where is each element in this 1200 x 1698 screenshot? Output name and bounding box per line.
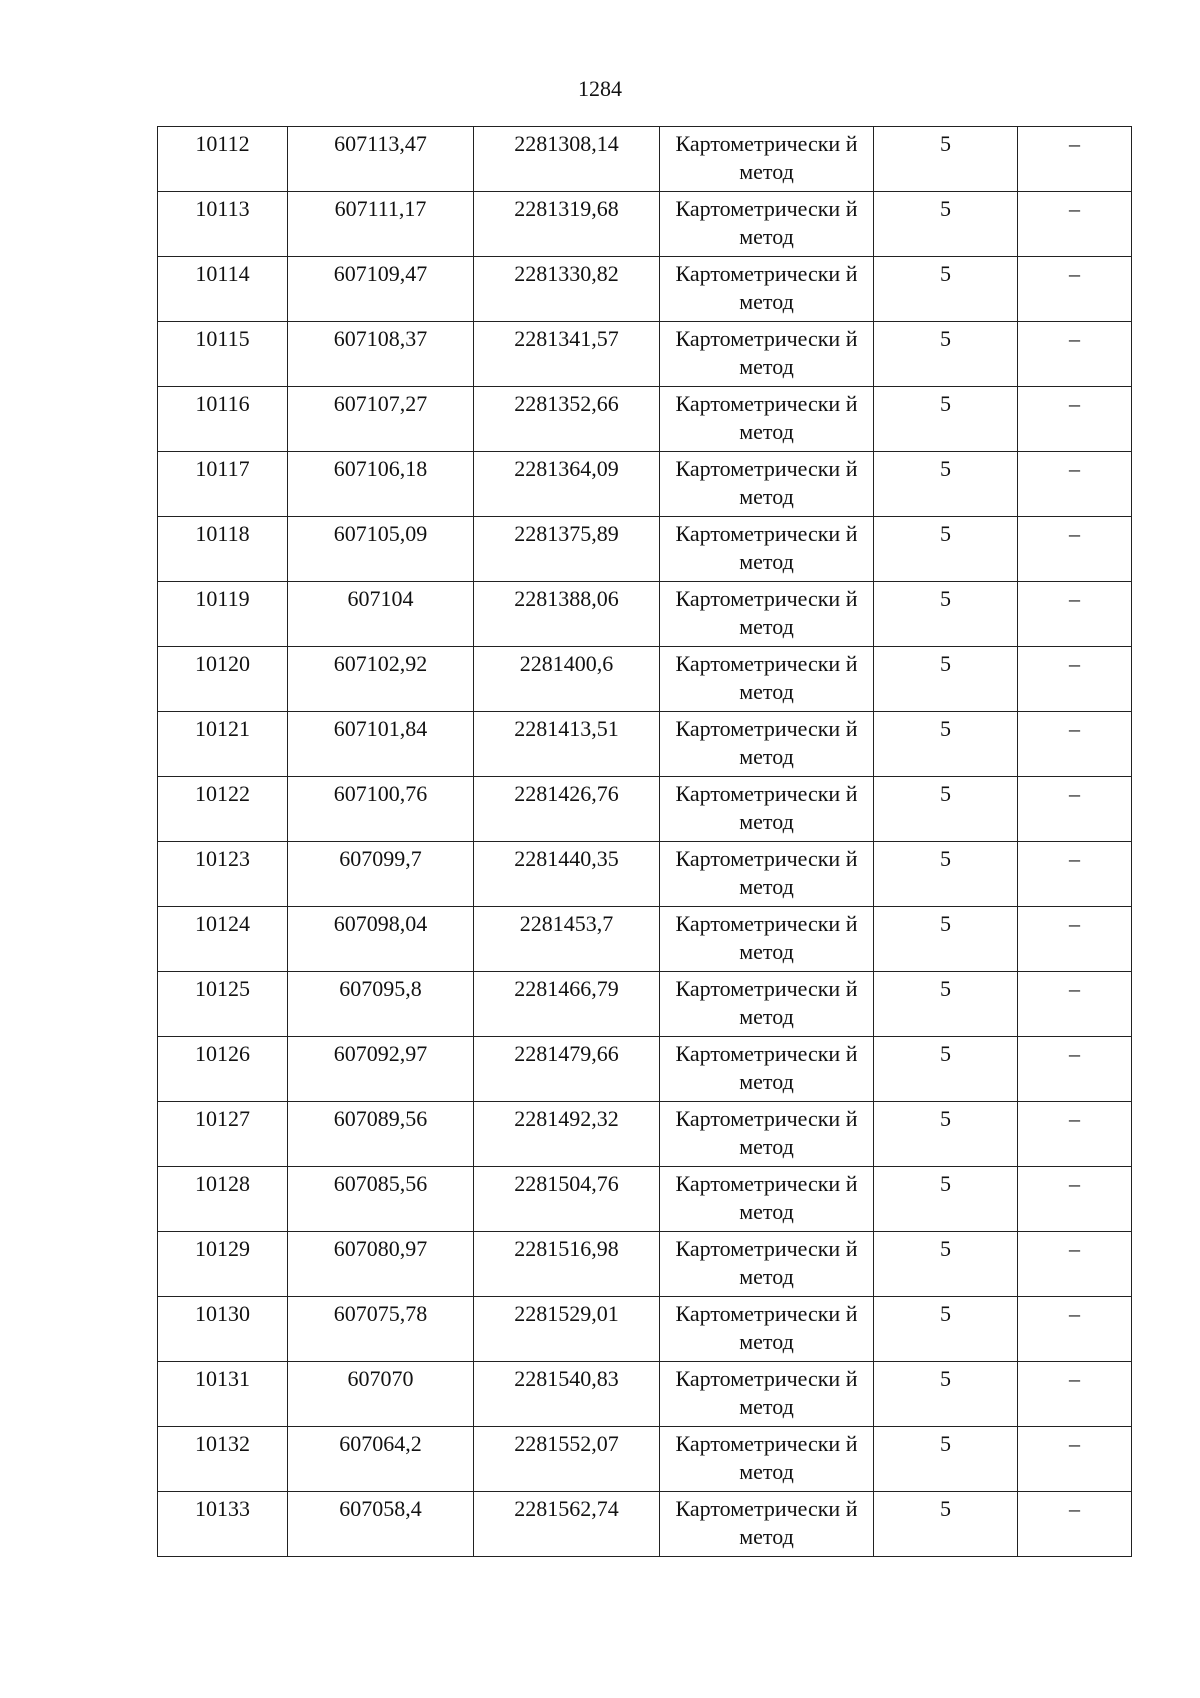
x-coordinate-cell bbox=[288, 322, 474, 387]
y-coordinate-cell bbox=[474, 842, 660, 907]
cell-text: 10129 bbox=[195, 1236, 250, 1261]
description-cell bbox=[1018, 647, 1132, 712]
table-row bbox=[158, 192, 1132, 257]
cell-text: 2281330,82 bbox=[514, 261, 619, 286]
cell-text: 5 bbox=[940, 1106, 951, 1131]
description-cell bbox=[1018, 257, 1132, 322]
point-number-cell bbox=[158, 257, 288, 322]
cell-text: 5 bbox=[940, 196, 951, 221]
table-row bbox=[158, 257, 1132, 322]
accuracy-cell bbox=[874, 712, 1018, 777]
cell-text: 607089,56 bbox=[333, 1106, 428, 1131]
cell-text: – bbox=[1069, 781, 1080, 806]
y-coordinate-cell bbox=[474, 647, 660, 712]
accuracy-cell bbox=[874, 777, 1018, 842]
description-cell bbox=[1018, 452, 1132, 517]
description-cell bbox=[1018, 517, 1132, 582]
point-number-cell bbox=[158, 712, 288, 777]
cell-text: 2281308,14 bbox=[514, 131, 619, 156]
cell-text: – bbox=[1069, 716, 1080, 741]
point-number-cell bbox=[158, 1232, 288, 1297]
cell-text: – bbox=[1069, 976, 1080, 1001]
point-number-cell bbox=[158, 517, 288, 582]
cell-text: Картометрически й метод bbox=[675, 456, 858, 509]
table-row bbox=[158, 777, 1132, 842]
cell-text: Картометрически й метод bbox=[675, 131, 858, 184]
method-cell bbox=[660, 907, 874, 972]
cell-text: 607107,27 bbox=[333, 391, 428, 416]
accuracy-cell bbox=[874, 582, 1018, 647]
cell-text: 10114 bbox=[195, 261, 250, 286]
description-cell bbox=[1018, 712, 1132, 777]
cell-text: 5 bbox=[940, 716, 951, 741]
cell-text: – bbox=[1069, 1171, 1080, 1196]
point-number-cell bbox=[158, 322, 288, 387]
point-number-cell bbox=[158, 1102, 288, 1167]
cell-text: – bbox=[1069, 911, 1080, 936]
cell-text: – bbox=[1069, 391, 1080, 416]
cell-text: – bbox=[1069, 1106, 1080, 1131]
method-cell bbox=[660, 972, 874, 1037]
method-cell bbox=[660, 1427, 874, 1492]
cell-text: 607101,84 bbox=[333, 716, 428, 741]
cell-text: Картометрически й метод bbox=[675, 976, 858, 1029]
y-coordinate-cell bbox=[474, 1492, 660, 1557]
table-row bbox=[158, 907, 1132, 972]
cell-text: 5 bbox=[940, 846, 951, 871]
cell-text: – bbox=[1069, 846, 1080, 871]
cell-text: 2281375,89 bbox=[514, 521, 619, 546]
y-coordinate-cell bbox=[474, 712, 660, 777]
accuracy-cell bbox=[874, 1102, 1018, 1167]
x-coordinate-cell bbox=[288, 1167, 474, 1232]
cell-text: 2281540,83 bbox=[514, 1366, 619, 1391]
x-coordinate-cell bbox=[288, 127, 474, 192]
table-row bbox=[158, 1362, 1132, 1427]
point-number-cell bbox=[158, 387, 288, 452]
cell-text: Картометрически й метод bbox=[675, 911, 858, 964]
table-row bbox=[158, 452, 1132, 517]
y-coordinate-cell bbox=[474, 1362, 660, 1427]
table-row bbox=[158, 127, 1132, 192]
method-cell bbox=[660, 192, 874, 257]
x-coordinate-cell bbox=[288, 582, 474, 647]
cell-text: – bbox=[1069, 586, 1080, 611]
y-coordinate-cell bbox=[474, 1427, 660, 1492]
table-row bbox=[158, 582, 1132, 647]
y-coordinate-cell bbox=[474, 387, 660, 452]
method-cell bbox=[660, 1102, 874, 1167]
x-coordinate-cell bbox=[288, 257, 474, 322]
description-cell bbox=[1018, 1427, 1132, 1492]
accuracy-cell bbox=[874, 1427, 1018, 1492]
table-body bbox=[158, 127, 1132, 1557]
cell-text: 607099,7 bbox=[339, 846, 422, 871]
cell-text: 5 bbox=[940, 911, 951, 936]
cell-text: Картометрически й метод bbox=[675, 1171, 858, 1224]
x-coordinate-cell bbox=[288, 452, 474, 517]
table-row bbox=[158, 1297, 1132, 1362]
method-cell bbox=[660, 387, 874, 452]
description-cell bbox=[1018, 1362, 1132, 1427]
method-cell bbox=[660, 127, 874, 192]
accuracy-cell bbox=[874, 452, 1018, 517]
cell-text: 607106,18 bbox=[333, 456, 428, 481]
x-coordinate-cell bbox=[288, 1037, 474, 1102]
cell-text: 2281516,98 bbox=[514, 1236, 619, 1261]
cell-text: Картометрически й метод bbox=[675, 651, 858, 704]
cell-text: 5 bbox=[940, 1431, 951, 1456]
cell-text: Картометрически й метод bbox=[675, 391, 858, 444]
cell-text: 2281426,76 bbox=[514, 781, 619, 806]
table-row bbox=[158, 647, 1132, 712]
method-cell bbox=[660, 582, 874, 647]
y-coordinate-cell bbox=[474, 777, 660, 842]
point-number-cell bbox=[158, 192, 288, 257]
y-coordinate-cell bbox=[474, 1167, 660, 1232]
cell-text: 607064,2 bbox=[339, 1431, 422, 1456]
cell-text: – bbox=[1069, 651, 1080, 676]
cell-text: 607113,47 bbox=[334, 131, 427, 156]
accuracy-cell bbox=[874, 322, 1018, 387]
x-coordinate-cell bbox=[288, 972, 474, 1037]
point-number-cell bbox=[158, 1362, 288, 1427]
x-coordinate-cell bbox=[288, 1297, 474, 1362]
cell-text: 607108,37 bbox=[333, 326, 428, 351]
x-coordinate-cell bbox=[288, 1492, 474, 1557]
table-row bbox=[158, 517, 1132, 582]
table-row bbox=[158, 322, 1132, 387]
y-coordinate-cell bbox=[474, 1297, 660, 1362]
cell-text: 5 bbox=[940, 261, 951, 286]
y-coordinate-cell bbox=[474, 322, 660, 387]
accuracy-cell bbox=[874, 192, 1018, 257]
method-cell bbox=[660, 517, 874, 582]
point-number-cell bbox=[158, 842, 288, 907]
cell-text: 10122 bbox=[195, 781, 250, 806]
method-cell bbox=[660, 1492, 874, 1557]
coordinates-table bbox=[157, 126, 1132, 1557]
accuracy-cell bbox=[874, 127, 1018, 192]
cell-text: 2281479,66 bbox=[514, 1041, 619, 1066]
cell-text: 607095,8 bbox=[339, 976, 422, 1001]
cell-text: Картометрически й метод bbox=[675, 326, 858, 379]
cell-text: 5 bbox=[940, 391, 951, 416]
x-coordinate-cell bbox=[288, 647, 474, 712]
point-number-cell bbox=[158, 907, 288, 972]
cell-text: 10120 bbox=[195, 651, 250, 676]
cell-text: 2281341,57 bbox=[514, 326, 619, 351]
y-coordinate-cell bbox=[474, 1232, 660, 1297]
accuracy-cell bbox=[874, 1037, 1018, 1102]
method-cell bbox=[660, 1037, 874, 1102]
cell-text: 10112 bbox=[195, 131, 250, 156]
description-cell bbox=[1018, 1297, 1132, 1362]
cell-text: 607104 bbox=[347, 586, 414, 611]
cell-text: Картометрически й метод bbox=[675, 1301, 858, 1354]
cell-text: 10125 bbox=[195, 976, 250, 1001]
method-cell bbox=[660, 1297, 874, 1362]
cell-text: 10133 bbox=[195, 1496, 250, 1521]
cell-text: 5 bbox=[940, 1366, 951, 1391]
point-number-cell bbox=[158, 452, 288, 517]
y-coordinate-cell bbox=[474, 907, 660, 972]
cell-text: 10126 bbox=[195, 1041, 250, 1066]
method-cell bbox=[660, 452, 874, 517]
cell-text: 5 bbox=[940, 1301, 951, 1326]
cell-text: 5 bbox=[940, 651, 951, 676]
cell-text: 2281388,06 bbox=[514, 586, 619, 611]
point-number-cell bbox=[158, 1427, 288, 1492]
description-cell bbox=[1018, 907, 1132, 972]
cell-text: 607075,78 bbox=[333, 1301, 428, 1326]
accuracy-cell bbox=[874, 517, 1018, 582]
cell-text: 607100,76 bbox=[333, 781, 428, 806]
cell-text: – bbox=[1069, 196, 1080, 221]
cell-text: 2281352,66 bbox=[514, 391, 619, 416]
cell-text: 10116 bbox=[195, 391, 250, 416]
cell-text: 5 bbox=[940, 781, 951, 806]
description-cell bbox=[1018, 582, 1132, 647]
table-row bbox=[158, 1037, 1132, 1102]
y-coordinate-cell bbox=[474, 257, 660, 322]
accuracy-cell bbox=[874, 257, 1018, 322]
cell-text: 5 bbox=[940, 131, 951, 156]
cell-text: Картометрически й метод bbox=[675, 1106, 858, 1159]
cell-text: 5 bbox=[940, 1236, 951, 1261]
accuracy-cell bbox=[874, 907, 1018, 972]
point-number-cell bbox=[158, 1037, 288, 1102]
cell-text: 2281319,68 bbox=[514, 196, 619, 221]
cell-text: 2281466,79 bbox=[514, 976, 619, 1001]
table-row bbox=[158, 1232, 1132, 1297]
y-coordinate-cell bbox=[474, 452, 660, 517]
cell-text: 10119 bbox=[195, 586, 250, 611]
cell-text: – bbox=[1069, 1366, 1080, 1391]
cell-text: 5 bbox=[940, 521, 951, 546]
table-row bbox=[158, 712, 1132, 777]
method-cell bbox=[660, 712, 874, 777]
cell-text: 10124 bbox=[195, 911, 250, 936]
cell-text: Картометрически й метод bbox=[675, 521, 858, 574]
accuracy-cell bbox=[874, 1167, 1018, 1232]
cell-text: 2281453,7 bbox=[519, 911, 614, 936]
method-cell bbox=[660, 647, 874, 712]
cell-text: – bbox=[1069, 261, 1080, 286]
x-coordinate-cell bbox=[288, 712, 474, 777]
description-cell bbox=[1018, 1492, 1132, 1557]
cell-text: Картометрически й метод bbox=[675, 716, 858, 769]
x-coordinate-cell bbox=[288, 842, 474, 907]
cell-text: – bbox=[1069, 1301, 1080, 1326]
accuracy-cell bbox=[874, 1232, 1018, 1297]
cell-text: Картометрически й метод bbox=[675, 1431, 858, 1484]
y-coordinate-cell bbox=[474, 1102, 660, 1167]
cell-text: Картометрически й метод bbox=[675, 586, 858, 639]
table-row bbox=[158, 387, 1132, 452]
description-cell bbox=[1018, 387, 1132, 452]
accuracy-cell bbox=[874, 647, 1018, 712]
cell-text: 10131 bbox=[195, 1366, 250, 1391]
method-cell bbox=[660, 842, 874, 907]
cell-text: Картометрически й метод bbox=[675, 1041, 858, 1094]
description-cell bbox=[1018, 1037, 1132, 1102]
cell-text: 10117 bbox=[195, 456, 250, 481]
description-cell bbox=[1018, 322, 1132, 387]
table-row bbox=[158, 1492, 1132, 1557]
cell-text: 2281492,32 bbox=[514, 1106, 619, 1131]
point-number-cell bbox=[158, 1297, 288, 1362]
method-cell bbox=[660, 1232, 874, 1297]
point-number-cell bbox=[158, 127, 288, 192]
table-row bbox=[158, 972, 1132, 1037]
accuracy-cell bbox=[874, 972, 1018, 1037]
x-coordinate-cell bbox=[288, 1102, 474, 1167]
accuracy-cell bbox=[874, 1362, 1018, 1427]
point-number-cell bbox=[158, 972, 288, 1037]
cell-text: 607070 bbox=[347, 1366, 414, 1391]
cell-text: 2281413,51 bbox=[514, 716, 619, 741]
cell-text: 10121 bbox=[195, 716, 250, 741]
y-coordinate-cell bbox=[474, 517, 660, 582]
method-cell bbox=[660, 322, 874, 387]
cell-text: Картометрически й метод bbox=[675, 781, 858, 834]
method-cell bbox=[660, 777, 874, 842]
table-row bbox=[158, 842, 1132, 907]
point-number-cell bbox=[158, 647, 288, 712]
cell-text: 2281400,6 bbox=[519, 651, 614, 676]
x-coordinate-cell bbox=[288, 907, 474, 972]
cell-text: Картометрически й метод bbox=[675, 1236, 858, 1289]
cell-text: – bbox=[1069, 1496, 1080, 1521]
point-number-cell bbox=[158, 1167, 288, 1232]
cell-text: 607102,92 bbox=[333, 651, 428, 676]
x-coordinate-cell bbox=[288, 1232, 474, 1297]
cell-text: Картометрически й метод bbox=[675, 846, 858, 899]
x-coordinate-cell bbox=[288, 1427, 474, 1492]
description-cell bbox=[1018, 777, 1132, 842]
cell-text: 5 bbox=[940, 326, 951, 351]
y-coordinate-cell bbox=[474, 192, 660, 257]
cell-text: Картометрически й метод bbox=[675, 261, 858, 314]
accuracy-cell bbox=[874, 842, 1018, 907]
description-cell bbox=[1018, 1167, 1132, 1232]
cell-text: 5 bbox=[940, 1496, 951, 1521]
cell-text: 607098,04 bbox=[333, 911, 428, 936]
y-coordinate-cell bbox=[474, 127, 660, 192]
cell-text: Картометрически й метод bbox=[675, 1366, 858, 1419]
table-row bbox=[158, 1427, 1132, 1492]
cell-text: 10118 bbox=[195, 521, 250, 546]
cell-text: 2281529,01 bbox=[514, 1301, 619, 1326]
x-coordinate-cell bbox=[288, 777, 474, 842]
description-cell bbox=[1018, 972, 1132, 1037]
x-coordinate-cell bbox=[288, 1362, 474, 1427]
y-coordinate-cell bbox=[474, 1037, 660, 1102]
cell-text: – bbox=[1069, 1431, 1080, 1456]
page-number: 1284 bbox=[578, 76, 622, 101]
cell-text: – bbox=[1069, 326, 1080, 351]
cell-text: 10132 bbox=[195, 1431, 250, 1456]
cell-text: 10113 bbox=[195, 196, 250, 221]
cell-text: 607058,4 bbox=[339, 1496, 422, 1521]
cell-text: – bbox=[1069, 521, 1080, 546]
cell-text: 5 bbox=[940, 456, 951, 481]
cell-text: 2281562,74 bbox=[514, 1496, 619, 1521]
cell-text: – bbox=[1069, 1041, 1080, 1066]
description-cell bbox=[1018, 1102, 1132, 1167]
cell-text: 607085,56 bbox=[333, 1171, 428, 1196]
y-coordinate-cell bbox=[474, 972, 660, 1037]
cell-text: Картометрически й метод bbox=[675, 196, 858, 249]
x-coordinate-cell bbox=[288, 517, 474, 582]
cell-text: 10115 bbox=[195, 326, 250, 351]
cell-text: 10123 bbox=[195, 846, 250, 871]
cell-text: 10127 bbox=[195, 1106, 250, 1131]
description-cell bbox=[1018, 842, 1132, 907]
x-coordinate-cell bbox=[288, 192, 474, 257]
point-number-cell bbox=[158, 1492, 288, 1557]
cell-text: 2281552,07 bbox=[514, 1431, 619, 1456]
cell-text: – bbox=[1069, 131, 1080, 156]
description-cell bbox=[1018, 127, 1132, 192]
point-number-cell bbox=[158, 777, 288, 842]
description-cell bbox=[1018, 1232, 1132, 1297]
cell-text: 5 bbox=[940, 976, 951, 1001]
cell-text: – bbox=[1069, 1236, 1080, 1261]
cell-text: 10130 bbox=[195, 1301, 250, 1326]
cell-text: 607111,17 bbox=[334, 196, 427, 221]
point-number-cell bbox=[158, 582, 288, 647]
table-row bbox=[158, 1102, 1132, 1167]
cell-text: 2281440,35 bbox=[514, 846, 619, 871]
description-cell bbox=[1018, 192, 1132, 257]
cell-text: 2281364,09 bbox=[514, 456, 619, 481]
method-cell bbox=[660, 1167, 874, 1232]
cell-text: 5 bbox=[940, 1041, 951, 1066]
cell-text: Картометрически й метод bbox=[675, 1496, 858, 1549]
cell-text: – bbox=[1069, 456, 1080, 481]
cell-text: 607080,97 bbox=[333, 1236, 428, 1261]
cell-text: 5 bbox=[940, 586, 951, 611]
cell-text: 607092,97 bbox=[333, 1041, 428, 1066]
accuracy-cell bbox=[874, 1492, 1018, 1557]
y-coordinate-cell bbox=[474, 582, 660, 647]
cell-text: 2281504,76 bbox=[514, 1171, 619, 1196]
table-row bbox=[158, 1167, 1132, 1232]
cell-text: 5 bbox=[940, 1171, 951, 1196]
accuracy-cell bbox=[874, 1297, 1018, 1362]
cell-text: 607109,47 bbox=[333, 261, 428, 286]
cell-text: 10128 bbox=[195, 1171, 250, 1196]
accuracy-cell bbox=[874, 387, 1018, 452]
x-coordinate-cell bbox=[288, 387, 474, 452]
method-cell bbox=[660, 1362, 874, 1427]
method-cell bbox=[660, 257, 874, 322]
cell-text: 607105,09 bbox=[333, 521, 428, 546]
